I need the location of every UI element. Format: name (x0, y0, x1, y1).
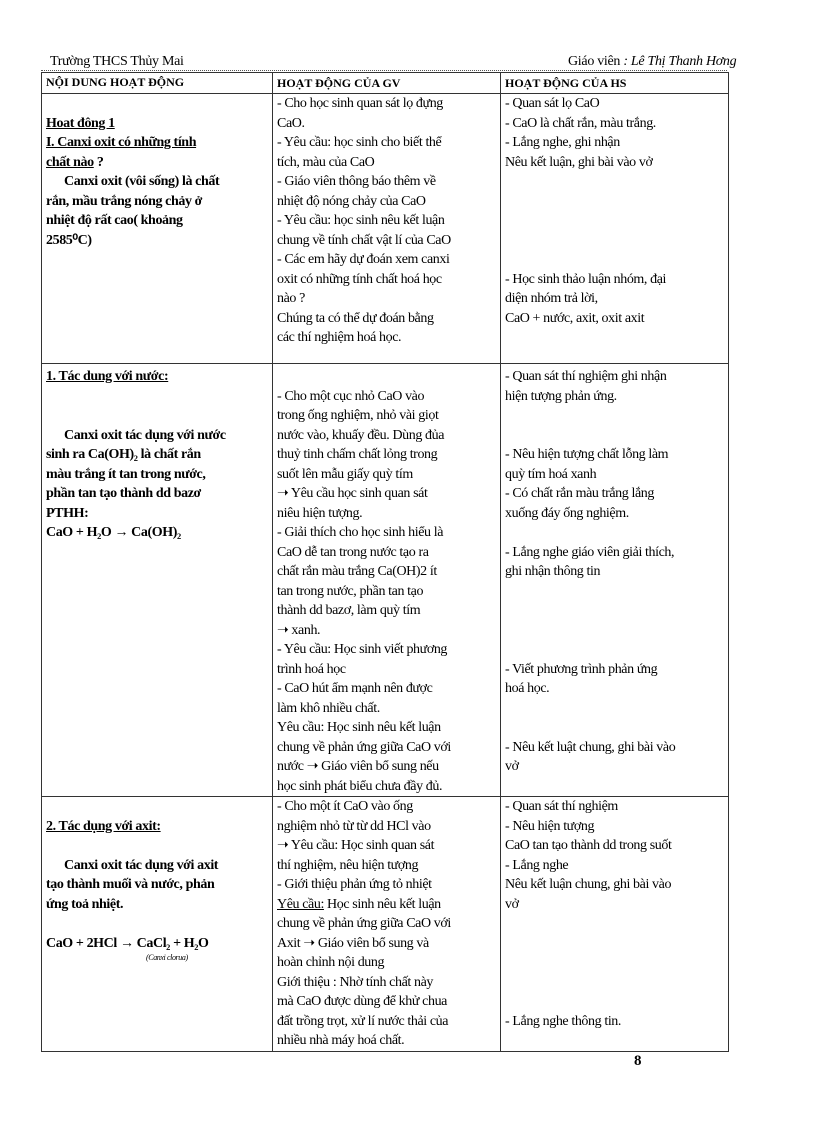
table-row (42, 94, 729, 364)
text-line (46, 934, 268, 954)
line-text (505, 701, 508, 716)
line-text: trong ống nghiệm, nhỏ vài giọt (277, 408, 439, 423)
line-text: nghiệm nhỏ từ từ dd HCl vào (277, 818, 431, 834)
text-line (505, 387, 724, 407)
text-line (277, 679, 496, 699)
text-line: chất nào ? (46, 154, 104, 170)
text-line (46, 817, 268, 837)
line-text: - Nêu hiện tượng chất lỗng làm (505, 447, 669, 462)
teacher-activity-cell (273, 797, 501, 1052)
text-line (277, 895, 496, 915)
text-line (277, 934, 496, 954)
blank-line (505, 914, 724, 934)
text-line (505, 836, 724, 856)
text-line (46, 953, 268, 963)
line-text: các thí nghiệm hoá học. (277, 330, 402, 345)
line-text (46, 799, 49, 814)
line-text (505, 603, 508, 618)
line-text (505, 975, 508, 990)
blank-line (505, 250, 724, 270)
line-text: Chúng ta có thể dự đoán bằng (277, 310, 434, 326)
line-text (505, 584, 508, 599)
line-text (505, 955, 508, 970)
text-line (46, 192, 268, 212)
line-text: - Lắng nghe, ghi nhận (505, 135, 620, 150)
line-text (505, 428, 508, 443)
line-text: - Lắng nghe thông tin. (505, 1013, 622, 1029)
text-line (277, 562, 496, 582)
text-line (46, 895, 268, 915)
text-line (505, 309, 724, 329)
line-text: - Nêu kết luật chung, ghi bài vào (505, 739, 676, 755)
line-text: CaO dễ tan trong nước tạo ra (277, 544, 429, 560)
underlined-label: Yêu cầu: (277, 896, 324, 912)
line-text (46, 916, 49, 931)
line-text (46, 96, 49, 111)
line-text: quỳ tím hoá xanh (505, 466, 597, 482)
text-line (277, 94, 496, 114)
text-line (277, 387, 496, 407)
content-cell (42, 797, 273, 1052)
text-line (277, 114, 496, 134)
line-text (505, 525, 508, 540)
line-text (505, 252, 508, 267)
text-line (46, 465, 268, 485)
column-header-content: NỘI DUNG HOẠT ĐỘNG (42, 73, 273, 94)
line-text: Nêu kết luận, ghi bài vào vở (505, 154, 653, 170)
line-text: - Lắng nghe (505, 857, 569, 873)
line-text: - Các em hãy dự đoán xem canxi (277, 252, 450, 267)
line-text: ➝ Yêu cầu: Học sinh quan sát (277, 838, 435, 853)
blank-line (505, 192, 724, 212)
line-text: - Yêu cầu: học sinh cho biết thể (277, 135, 442, 150)
text-line (505, 856, 724, 876)
line-text (505, 194, 508, 209)
line-text: Axit ➝ Giáo viên bổ sung và (277, 935, 429, 951)
text-line (277, 914, 496, 934)
text-line (46, 445, 268, 465)
text-line (505, 133, 724, 153)
text-line (46, 114, 268, 134)
line-text: đất trồng trọt, xử lí nước thải của (277, 1013, 449, 1029)
content-cell (42, 364, 273, 797)
blank-line (505, 973, 724, 993)
text-line (505, 543, 724, 563)
text-line (277, 523, 496, 543)
blank-line (505, 523, 724, 543)
text-line (277, 1031, 496, 1051)
line-text (505, 623, 508, 638)
blank-line (46, 797, 268, 817)
blank-line (505, 992, 724, 1012)
text-line (277, 231, 496, 251)
text-line (277, 992, 496, 1012)
line-text: - Giới thiệu phản ứng tỏ nhiệt (277, 877, 432, 892)
line-text: thí nghiệm, nêu hiện tượng (277, 857, 419, 873)
line-text: Canxi oxit tác dụng với nước (64, 427, 226, 443)
text-line (46, 133, 268, 153)
text-line (277, 718, 496, 738)
line-text (505, 994, 508, 1009)
line-text (46, 408, 49, 423)
text-line (505, 895, 724, 915)
text-line (46, 856, 268, 876)
line-text: tạo thành muối và nước, phản (46, 877, 215, 892)
line-text: nhiệt độ rất cao( khoảng (46, 213, 183, 228)
line-text: (Canxi clorua) (146, 953, 188, 962)
line-text: PTHH: (46, 505, 89, 521)
line-text: - Lắng nghe giáo viên giải thích, (505, 544, 675, 560)
line-text: - Học sinh thảo luận nhóm, đại (505, 271, 667, 287)
line-text: - CaO là chất rắn, màu trắng. (505, 115, 656, 131)
line-text: - Cho một ít CaO vào ống (277, 799, 413, 814)
text-line (277, 640, 496, 660)
blank-line (46, 387, 268, 407)
blank-line (46, 94, 268, 114)
line-text: - Giáo viên thông báo thêm về (277, 174, 436, 189)
line-text: Canxi oxit tác dụng với axit (64, 857, 219, 873)
line-text: thành dd bazơ, làm quỳ tím (277, 603, 421, 618)
teacher-label: Giáo viên (568, 54, 621, 69)
line-text: 2585⁰C) (46, 232, 92, 248)
line-text: hoàn chỉnh nội dung (277, 955, 385, 970)
content-cell (42, 94, 273, 364)
text-line (46, 426, 268, 446)
line-text: - Cho một cục nhỏ CaO vào (277, 388, 425, 404)
line-text: vở (505, 896, 519, 912)
text-line (505, 270, 724, 290)
teacher-info (568, 54, 736, 70)
line-text: rắn, mầu trắng nóng chảy ở (46, 193, 203, 209)
text-line (505, 875, 724, 895)
line-text: thuỷ tinh chấm chất lỏng trong (277, 447, 438, 462)
text-line (505, 504, 724, 524)
text-line (46, 231, 268, 251)
text-line (46, 211, 268, 231)
text-line (505, 797, 724, 817)
line-text: - Giải thích cho học sinh hiểu là (277, 525, 444, 540)
line-text: trình hoá học (277, 661, 346, 677)
text-line (277, 797, 496, 817)
text-line (277, 582, 496, 602)
school-name: Trường THCS Thủy Mai (50, 54, 184, 69)
teacher-name: : Lê Thị Thanh Hơng (623, 54, 737, 69)
line-text: làm khô nhiều chất. (277, 700, 380, 716)
text-line (277, 777, 496, 797)
text-line (277, 270, 496, 290)
line-text: nước ➝ Giáo viên bổ sung nếu (277, 759, 439, 774)
blank-line (505, 406, 724, 426)
text-line (277, 289, 496, 309)
blank-line (505, 718, 724, 738)
line-text: vở (505, 759, 519, 774)
line-text: chất nào (46, 154, 94, 170)
line-text: I. Canxi oxit có những tính (46, 135, 197, 150)
text-line (277, 875, 496, 895)
blank-line (505, 640, 724, 660)
line-text: suốt lên mẫu giấy quỳ tím (277, 466, 413, 482)
blank-line (505, 231, 724, 251)
lesson-table (41, 72, 729, 1052)
line-text: 1. Tác dung với nước: (46, 369, 169, 384)
line-text: ứng toả nhiệt. (46, 896, 124, 912)
header-rule (41, 70, 727, 71)
text-line (277, 445, 496, 465)
line-text: mà CaO được dùng để khử chua (277, 994, 448, 1009)
line-text: học sinh phát biểu chưa đầy đủ. (277, 778, 443, 794)
column-header-student: HOẠT ĐỘNG CỦA HS (501, 73, 729, 94)
line-text: - Nêu hiện tượng (505, 818, 595, 834)
line-text (505, 174, 508, 189)
line-text: nhiều nhà máy hoá chất. (277, 1033, 405, 1048)
line-text (505, 916, 508, 931)
text-line (505, 153, 724, 173)
text-line (505, 289, 724, 309)
line-text: oxit có những tính chất hoá học (277, 271, 442, 287)
text-line (46, 367, 268, 387)
text-line (505, 562, 724, 582)
line-text: ➝ xanh. (277, 622, 321, 638)
text-line (505, 484, 724, 504)
line-text: phần tan tạo thành dd bazơ (46, 486, 201, 501)
line-text: CaO + 2HCl → CaCl₂ + H₂O (46, 935, 209, 951)
line-text: tích, màu của CaO (277, 154, 375, 170)
text-line (277, 250, 496, 270)
text-line (277, 953, 496, 973)
text-line (277, 153, 496, 173)
text-line (277, 406, 496, 426)
line-text: ghi nhận thông tin (505, 564, 601, 579)
text-line (277, 192, 496, 212)
line-text: - Quan sát lọ CaO (505, 96, 600, 111)
text-line (277, 817, 496, 837)
line-text: CaO + H₂O → Ca(OH)₂ (46, 525, 181, 540)
text-line (46, 875, 268, 895)
line-text: - Quan sát thí nghiệm ghi nhận (505, 369, 667, 384)
line-text: Nêu kết luận chung, ghi bài vào (505, 877, 672, 892)
line-text: diện nhóm trả lời, (505, 291, 598, 306)
line-text: chất rắn màu trắng Ca(OH)2 ít (277, 564, 437, 579)
blank-line (505, 953, 724, 973)
table-row (42, 797, 729, 1052)
line-text: chung về phản ứng giữa CaO với (277, 916, 451, 931)
line-text (505, 936, 508, 951)
text-line (46, 504, 268, 524)
page-number: 8 (634, 1053, 642, 1069)
blank-line (46, 836, 268, 856)
line-text: chung về phản ứng giữa CaO với (277, 739, 451, 755)
line-text: - Yêu cầu: Học sinh viết phương (277, 642, 448, 657)
line-text (46, 389, 49, 404)
text-line (505, 1012, 724, 1032)
text-line (277, 484, 496, 504)
line-text: nào ? (277, 291, 305, 306)
table-header-row (42, 73, 729, 94)
line-text: - CaO hút ẩm mạnh nên được (277, 681, 433, 696)
line-text: - Yêu cầu: học sinh nêu kết luận (277, 213, 445, 228)
text-line (277, 1012, 496, 1032)
text-line (277, 465, 496, 485)
text-line (505, 114, 724, 134)
column-header-teacher: HOẠT ĐỘNG CỦA GV (273, 73, 501, 94)
student-activity-cell (501, 797, 729, 1052)
text-line (277, 660, 496, 680)
blank-line (505, 934, 724, 954)
line-text: Yêu cầu: Học sinh nêu kết luận (277, 720, 441, 735)
line-text: nhiệt độ nóng chảy của CaO (277, 193, 426, 209)
line-text: hoá học. (505, 681, 550, 696)
text-line (277, 757, 496, 777)
line-text: Canxi oxit (vôi sống) là chất (64, 174, 220, 189)
text-line (277, 328, 496, 348)
text-line (277, 426, 496, 446)
teacher-activity-cell (273, 94, 501, 364)
line-text (505, 408, 508, 423)
text-line (277, 856, 496, 876)
blank-line (505, 582, 724, 602)
line-text: 2. Tác dụng với axit: (46, 818, 161, 834)
line-text: nước vào, khuấy đều. Dùng đủa (277, 427, 445, 443)
text-line (505, 738, 724, 758)
line-text (505, 213, 508, 228)
text-line (46, 172, 268, 192)
blank-line (505, 172, 724, 192)
line-text: màu trắng ít tan trong nước, (46, 466, 206, 482)
student-activity-cell (501, 364, 729, 797)
text-line (505, 367, 724, 387)
line-text: ➝ Yêu cầu học sinh quan sát (277, 486, 428, 501)
table-row (42, 364, 729, 797)
line-text: - Có chất rắn màu trắng lắng (505, 486, 654, 501)
teacher-activity-cell (273, 364, 501, 797)
text-line (277, 172, 496, 192)
blank-line (46, 406, 268, 426)
line-text: chung về tính chất vật lí của CaO (277, 232, 451, 248)
blank-line (277, 367, 496, 387)
line-text: CaO. (277, 115, 305, 131)
line-text: hiện tượng phản ứng. (505, 388, 617, 404)
line-text: CaO + nước, axit, oxit axit (505, 310, 645, 326)
blank-line (505, 211, 724, 231)
text-line (277, 309, 496, 329)
text-line (277, 133, 496, 153)
line-text: xuống đáy ống nghiệm. (505, 505, 629, 521)
line-text: niêu hiện tượng. (277, 505, 363, 521)
blank-line (505, 699, 724, 719)
line-text (505, 720, 508, 735)
line-text (46, 838, 49, 853)
line-text: Giới thiệu : Nhờ tính chất này (277, 974, 434, 990)
blank-line (505, 621, 724, 641)
line-text: Hoat đông 1 (46, 115, 115, 131)
line-text: sinh ra Ca(OH)₂ là chất rắn (46, 447, 201, 462)
text-line (46, 484, 268, 504)
text-line (46, 523, 268, 543)
line-text: - Viết phương trình phản ứng (505, 661, 658, 677)
text-line (277, 621, 496, 641)
line-text: tan trong nước, phần tan tạo (277, 583, 424, 599)
text-line (277, 699, 496, 719)
text-line (505, 445, 724, 465)
text-line (277, 211, 496, 231)
text-line (277, 543, 496, 563)
text-line (505, 94, 724, 114)
text-line (505, 465, 724, 485)
line-text: Học sinh nêu kết luận (323, 896, 441, 912)
text-line (505, 817, 724, 837)
blank-line (505, 426, 724, 446)
text-line (505, 757, 724, 777)
line-text (505, 642, 508, 657)
blank-line (505, 601, 724, 621)
text-line (277, 601, 496, 621)
line-text: - Cho học sinh quan sát lọ đựng (277, 96, 443, 111)
text-line (505, 679, 724, 699)
student-activity-cell (501, 94, 729, 364)
text-line (277, 836, 496, 856)
line-text (277, 369, 280, 384)
line-text: CaO tan tạo thành dd trong suốt (505, 838, 672, 853)
text-line (277, 973, 496, 993)
text-line (277, 738, 496, 758)
text-line (505, 660, 724, 680)
line-text (505, 233, 508, 248)
line-text: - Quan sát thí nghiệm (505, 799, 618, 814)
blank-line (46, 914, 268, 934)
text-line (277, 504, 496, 524)
